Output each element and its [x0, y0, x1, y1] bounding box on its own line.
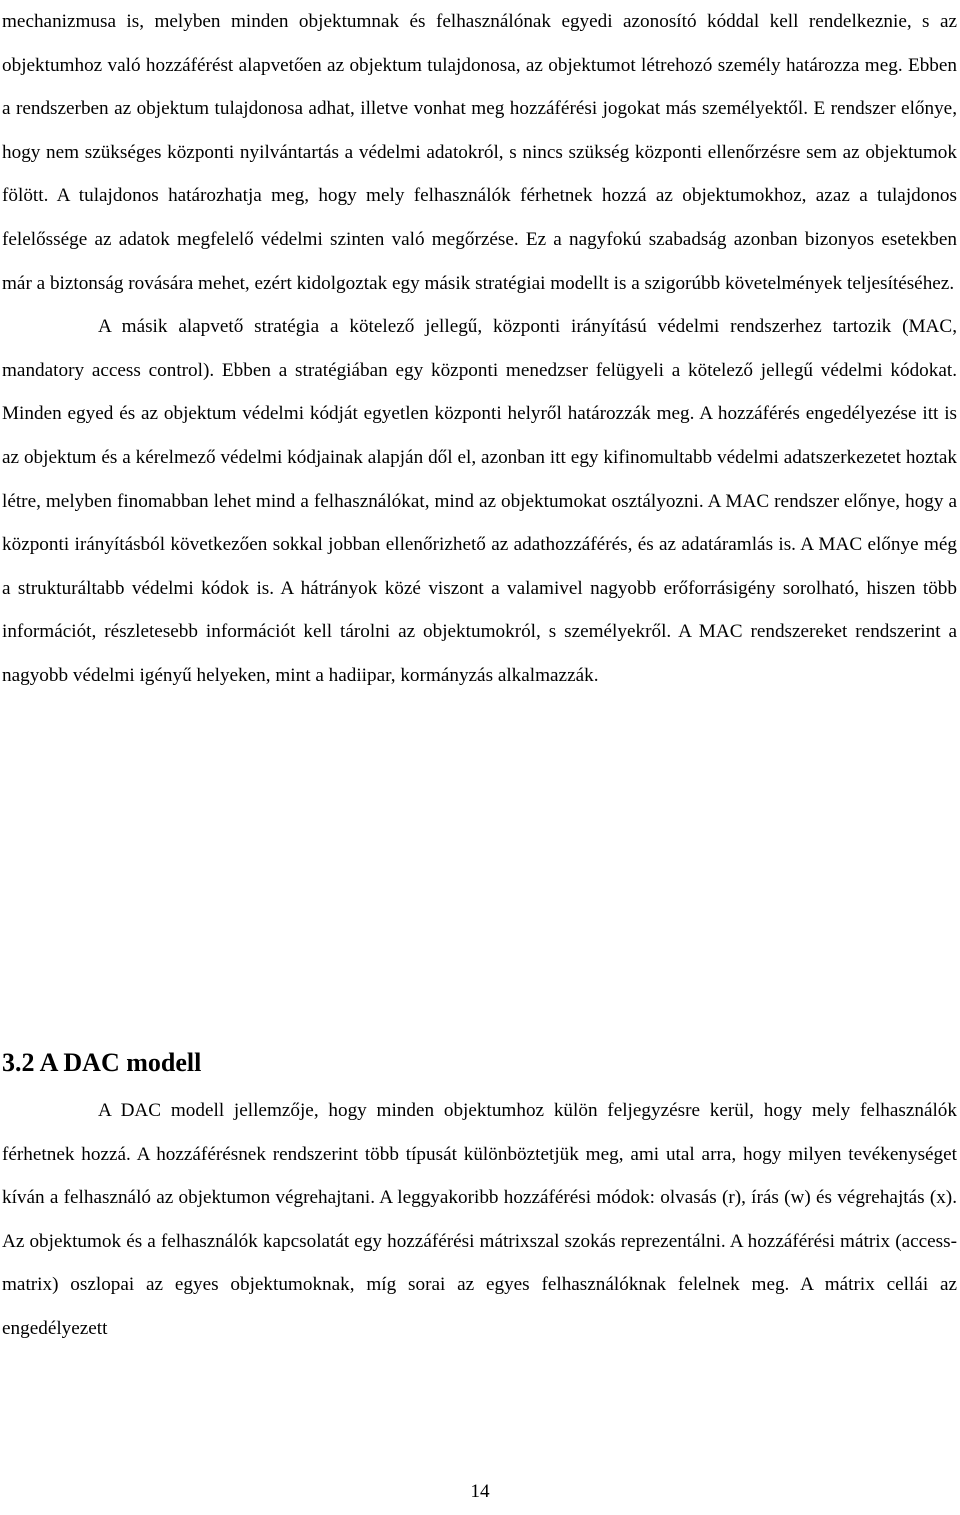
paragraph-dac-continuation: mechanizmusa is, melyben minden objektumnak és felhasználónak egyedi azonosító kóddal kell rendelkeznie, s az objektumhoz való hozzáférést alapvetően az objektum tulajdonosa, az objektumot létrehozó személy határozza meg. Ebben a rendszerben az objektum tulajdonosa adhat, illetve vonhat meg hozzáférési jogokat más személyektől. E rendszer előnye, hogy nem szükséges központi nyilvántartás a védelmi adatokról, s nincs szükség központi ellenőrzésre sem az objektumok fölött. A tulajdonos határozhatja meg, hogy mely felhasználók férhetnek hozzá az objektumokhoz, azaz a tulajdonos felelőssége az adatok megfelelő védelmi szinten való megőrzése. Ez a nagyfokú szabadság azonban bizonyos esetekben már a biztonság rovására mehet, ezért kidolgoztak egy másik stratégiai modellt is a szigorúbb követelmények teljesítéséhez. — [2, 11, 957, 294]
paragraph-mac-strategy: A másik alapvető stratégia a kötelező jellegű, központi irányítású védelmi rendszerhez tartozik (MAC, mandatory access control). Ebben a stratégiában egy központi menedzser felügyeli a kötelező jellegű védelmi kódokat. Minden egyed és az objektum védelmi kódját egyetlen központi helyről határozzák meg. A hozzáférés engedélyezése itt is az objektum és a kérelmező védelmi kódjainak alapján dől el, azonban itt egy kifinomultabb védelmi adatszerkezetet hoztak létre, melyben finomabban lehet mind a felhasználókat, mind az objektumokat osztályozni. A MAC rendszer előnye, hogy a központi irányításból következően sokkal jobban ellenőrizhető az adathozzáférés, és az adatáramlás is. A MAC előnye még a strukturáltabb védelmi kódok is. A hátrányok közé viszont a valamivel nagyobb erőforrásigény sorolható, hiszen több információt, részletesebb információt kell tárolni az objektumokról, s személyekről. A MAC rendszereket rendszerint a nagyobb védelmi igényű helyeken, mint a hadiipar, kormányzás alkalmazzák. — [2, 316, 957, 686]
paragraph-dac-model: A DAC modell jellemzője, hogy minden objektumhoz külön feljegyzésre kerül, hogy mely felhasználók férhetnek hozzá. A hozzáférésnek rendszerint több típusát különböztetjük meg, ami utal arra, hogy milyen tevékenységet kíván a felhasználó az objektumon végrehajtani. A leggyakoribb hozzáférési módok: olvasás (r), írás (w) és végrehajtás (x). Az objektumok és a felhasználók kapcsolatát egy hozzáférési mátrixszal szokás reprezentálni. A hozzáférési mátrix (access-matrix) oszlopai az egyes objektumoknak, míg sorai az egyes felhasználóknak felelnek meg. A mátrix cellái az engedélyezett — [2, 1100, 957, 1339]
section-heading: 3.2 A DAC modell — [2, 1048, 202, 1077]
page-number: 14 — [470, 1481, 490, 1502]
body-text-top — [2, 0, 957, 698]
body-text-section — [2, 1089, 957, 1351]
